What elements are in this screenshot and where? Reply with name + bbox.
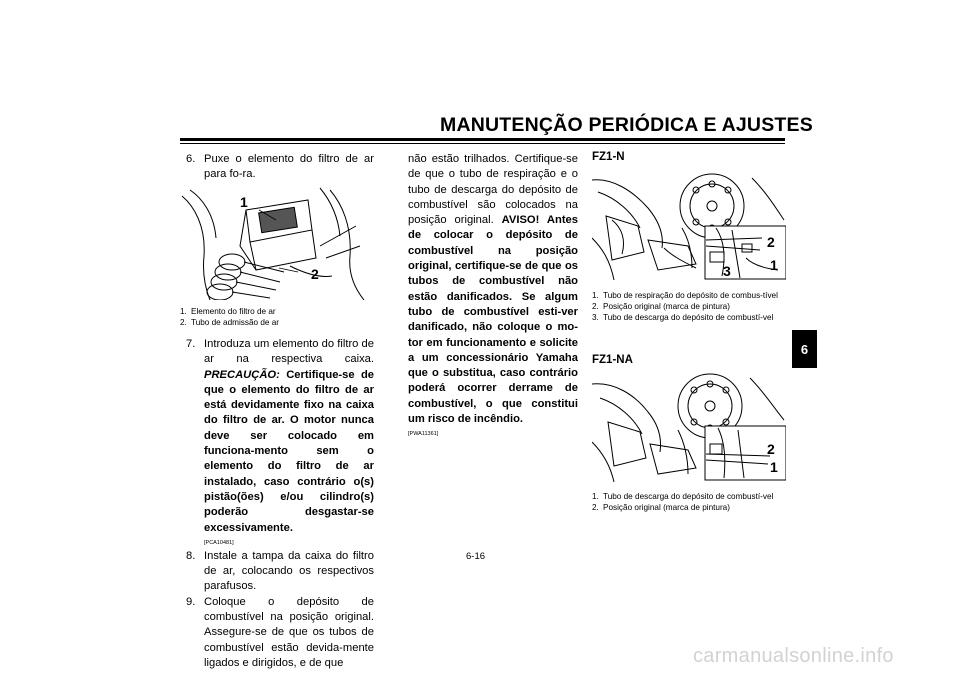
callout-1: 1 bbox=[770, 459, 778, 475]
air-filter-illustration bbox=[180, 186, 372, 300]
fz1n-figure bbox=[592, 168, 786, 281]
body-text: não estão trilhados. Certifique-se de que o tubo de respiração e o tubo de descarga do depósito de combustível são colocados na posição original. bbox=[408, 153, 578, 227]
caption-item: 2. Posição original (marca de pintura) bbox=[592, 302, 730, 311]
caption-item: 1. Tubo de descarga do depósito de combustí-vel bbox=[592, 492, 774, 501]
watermark: carmanualsonline.info bbox=[693, 645, 894, 667]
fz1n-caption bbox=[592, 290, 788, 323]
step-text: Puxe o elemento do filtro de ar para fo-ra. bbox=[204, 153, 374, 181]
caption-item: 1. Tubo de respiração do depósito de combus-tível bbox=[592, 291, 778, 300]
air-filter-figure bbox=[180, 186, 372, 300]
caption-item: 3. Tubo de descarga do depósito de combustí-vel bbox=[592, 313, 774, 322]
caption-item: 2. Posição original (marca de pintura) bbox=[592, 503, 730, 512]
step-text: Introduza um elemento do filtro de ar na respectiva caixa. bbox=[204, 338, 374, 366]
callout-2: 2 bbox=[767, 441, 775, 457]
step-6 bbox=[186, 152, 374, 183]
page-number: 6-16 bbox=[466, 551, 486, 562]
step-number: 6. bbox=[186, 153, 196, 165]
step-8: 8. Instale a tampa da caixa do filtro de ar, colocando os respectivos parafusos. bbox=[186, 549, 374, 593]
callout-1: 1 bbox=[240, 194, 248, 210]
warning-code: [PWA11361] bbox=[408, 431, 439, 438]
fz1n-illustration bbox=[592, 168, 786, 281]
caution-code: [PCA10481] bbox=[204, 539, 234, 546]
callout-3: 3 bbox=[723, 263, 731, 279]
model-title-fz1na: FZ1-NA bbox=[592, 354, 633, 366]
callout-2: 2 bbox=[767, 234, 775, 250]
caption-item: 2. Tubo de admissão de ar bbox=[180, 318, 279, 327]
figure-caption bbox=[180, 306, 375, 328]
page-title: MANUTENÇÃO PERIÓDICA E AJUSTES bbox=[440, 114, 813, 136]
header-rule bbox=[180, 138, 785, 141]
fz1na-caption bbox=[592, 491, 788, 513]
header-rule-thin bbox=[180, 143, 785, 144]
step-list bbox=[186, 337, 374, 671]
callout-1: 1 bbox=[770, 257, 778, 273]
model-title-fz1n: FZ1-N bbox=[592, 151, 625, 163]
middle-column-text bbox=[408, 152, 578, 440]
step-7: 7. Introduza um elemento do filtro de ar na respectiva caixa. PRECAUÇÃO: Certifique-se de que o elemento do filtro de ar está devidamente fixo na caixa do filtro de ar. O motor nunca deve ser colocado em funciona-mento sem o elemento do filtro de ar instalado, caso contrário o(s) pistão(ões) e/ou cilindro(s) poderão desgastar-se excessivamente. bbox=[186, 338, 375, 534]
caution-text: Certifique-se de que o elemento do filtro de ar está devidamente fixo na caixa do filtro de ar. O motor nunca deve ser colocado em funciona-mento sem o elemento do filtro de ar instalado, caso contrário o(s) pistão(ões) e/ou cilindro(s) poderão desgastar-se excessivamente. bbox=[204, 368, 375, 534]
fz1na-illustration bbox=[592, 370, 786, 482]
caption-item: 1. Elemento do filtro de ar bbox=[180, 307, 276, 316]
fz1na-figure bbox=[592, 370, 786, 482]
warning-text: AVISO! Antes de colocar o depósito de combustível na posição original, certifique-se de que os tubos de combustível não estão danificados. Se algum tubo de combustível esti-ver danificado, não coloque o mo-tor em funcionamento e solicite a um concessionário Yamaha que o substitua, caso contrário poderá ocorrer derrame de combustível, o que constitui um risco de incêndio. bbox=[408, 214, 578, 426]
chapter-tab: 6 bbox=[792, 330, 817, 368]
caution-label: PRECAUÇÃO: bbox=[204, 368, 280, 381]
callout-2: 2 bbox=[311, 266, 319, 282]
step-9: 9. Coloque o depósito de combustível na posição original. Assegure-se de que os tubos de combustível estão devida-mente ligados e dirigidos, e de que bbox=[186, 595, 374, 669]
